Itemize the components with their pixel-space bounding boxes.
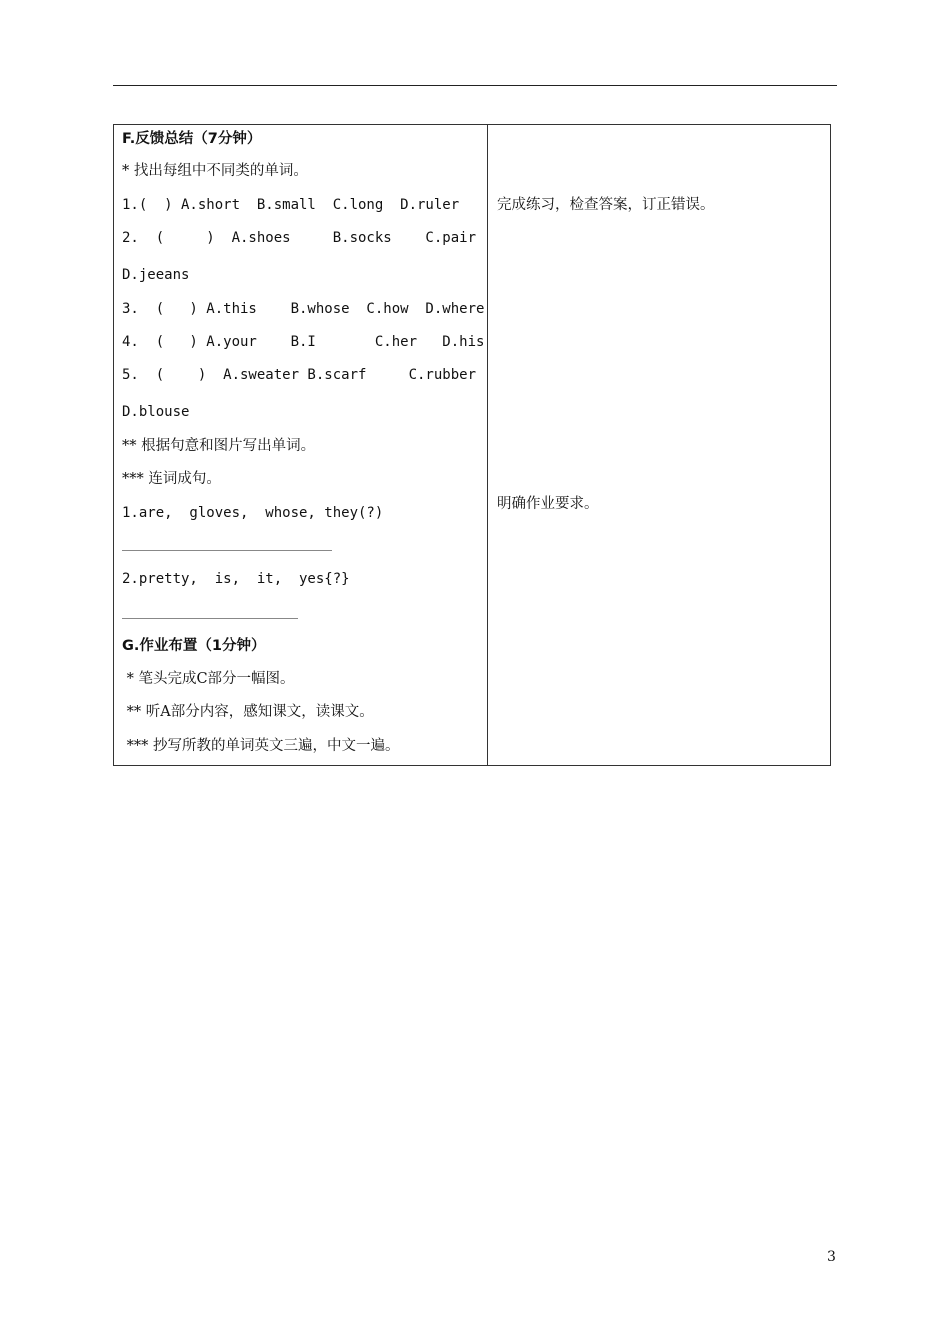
answer-blank-2 bbox=[122, 618, 298, 619]
question-5-line2: D.blouse bbox=[122, 404, 190, 420]
right-note-2: 明确作业要求。 bbox=[497, 496, 599, 512]
task1-heading: * 找出每组中不同类的单词。 bbox=[122, 163, 308, 179]
page-number: 3 bbox=[827, 1249, 836, 1265]
sentence-1: 1.are, gloves, whose, they(?) bbox=[122, 505, 384, 521]
question-4: 4. ( ) A.your B.I C.her D.his bbox=[122, 334, 485, 350]
homework-3: *** 抄写所教的单词英文三遍，中文一遍。 bbox=[122, 738, 400, 754]
section-f-title: F.反馈总结（7分钟） bbox=[122, 131, 262, 147]
question-2-line2: D.jeeans bbox=[122, 267, 190, 283]
column-divider bbox=[487, 125, 488, 765]
header-rule bbox=[113, 85, 837, 86]
right-note-1: 完成练习，检查答案，订正错误。 bbox=[497, 197, 715, 213]
question-5-line1: 5. ( ) A.sweater B.scarf C.rubber bbox=[122, 367, 477, 383]
sentence-2: 2.pretty, is, it, yes{?} bbox=[122, 571, 350, 587]
task3-heading: *** 连词成句。 bbox=[122, 471, 221, 487]
question-3: 3. ( ) A.this B.whose C.how D.where bbox=[122, 301, 485, 317]
answer-blank-1 bbox=[122, 550, 332, 551]
homework-1: * 笔头完成C部分一幅图。 bbox=[122, 671, 295, 687]
lesson-table bbox=[113, 124, 831, 766]
section-g-title: G.作业布置（1分钟） bbox=[122, 638, 266, 654]
task2-heading: ** 根据句意和图片写出单词。 bbox=[122, 438, 316, 454]
homework-2: ** 听A部分内容，感知课文，读课文。 bbox=[122, 704, 374, 720]
question-2-line1: 2. ( ) A.shoes B.socks C.pair bbox=[122, 230, 477, 246]
question-1: 1.( ) A.short B.small C.long D.ruler bbox=[122, 197, 460, 213]
